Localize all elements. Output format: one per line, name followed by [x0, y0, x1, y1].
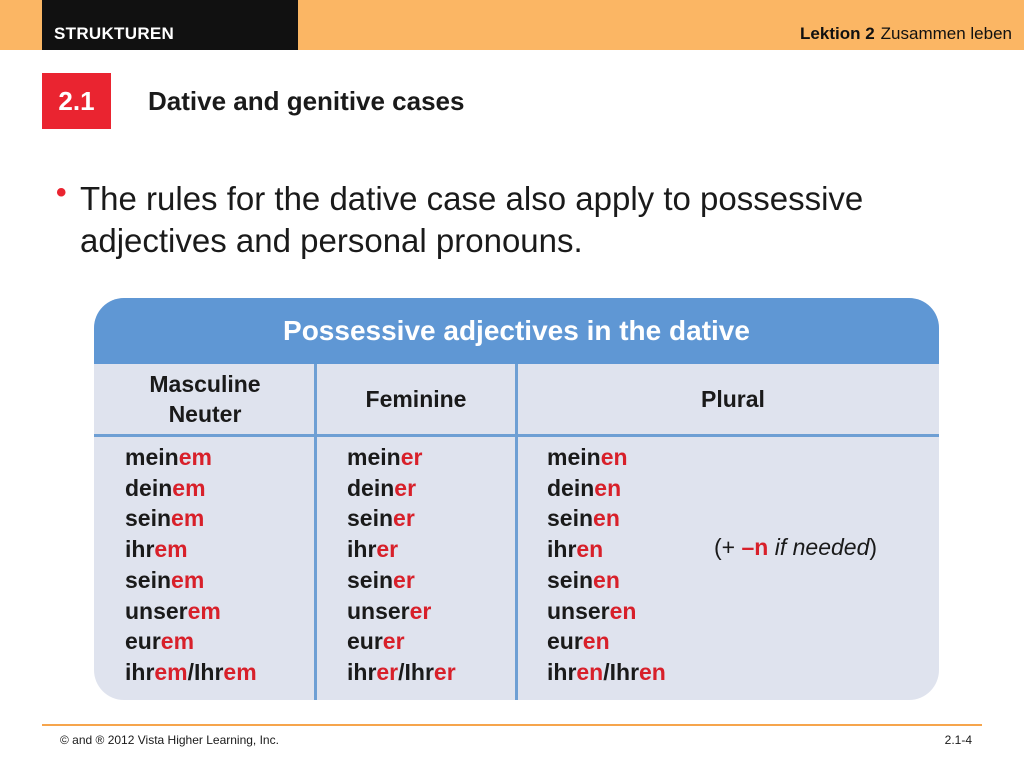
word-stem: ihr [347, 536, 377, 563]
bullet-icon: • [56, 176, 67, 209]
word-stem: eur [125, 628, 161, 655]
section-number-badge: 2.1 [42, 73, 111, 129]
word-stem: sein [347, 505, 394, 532]
table-cell [125, 503, 257, 534]
table-cell [125, 596, 257, 627]
table-cell [125, 626, 257, 657]
section-banner [42, 0, 298, 50]
column-header-line: Neuter [168, 401, 242, 427]
table-cell [347, 626, 456, 657]
word-stem: /Ihr [603, 658, 640, 685]
table-cell [547, 473, 666, 504]
word-ending: er [376, 658, 399, 685]
column-header-line: Masculine [149, 371, 261, 397]
word-stem: dein [125, 474, 173, 501]
word-stem: /Ihr [187, 658, 224, 685]
word-ending: er [409, 597, 432, 624]
word-ending: em [171, 566, 205, 593]
word-ending: en [600, 444, 628, 470]
note-text: if needed [768, 534, 870, 560]
word-ending: er [376, 536, 399, 563]
word-ending: er [400, 444, 423, 470]
table-title: Possessive adjectives in the dative [94, 298, 939, 364]
word-ending: er [393, 566, 415, 593]
plural-note: (+ –n if needed) [714, 534, 878, 560]
table-cell [347, 657, 456, 688]
word-stem: sein [547, 566, 594, 593]
word-stem: dein [347, 474, 395, 501]
table-cell [347, 442, 456, 473]
table-cell [547, 626, 666, 657]
section-title: Dative and genitive cases [148, 86, 465, 116]
feminine-column [347, 442, 456, 688]
word-ending: em [171, 505, 205, 532]
dative-table-card [94, 298, 939, 700]
page-number: 2.1-4 [944, 733, 972, 747]
word-stem: mein [125, 444, 179, 470]
table-cell [547, 657, 666, 688]
word-ending: em [154, 658, 188, 685]
table-cell [547, 596, 666, 627]
word-stem: ihr [125, 658, 155, 685]
word-ending: em [223, 658, 257, 685]
word-stem: ihr [125, 536, 155, 563]
lesson-number: Lektion 2 [800, 24, 875, 43]
word-ending: er [382, 628, 405, 655]
column-divider [314, 364, 317, 700]
bullet-text: The rules for the dative case also apply to possessive adjectives and personal pronouns. [80, 180, 864, 259]
word-stem: unser [347, 597, 410, 624]
word-stem: ihr [547, 658, 577, 685]
copyright-notice: © and ® 2012 Vista Higher Learning, Inc. [60, 733, 279, 747]
word-ending: er [394, 474, 417, 501]
word-stem: sein [125, 566, 172, 593]
word-ending: em [178, 444, 212, 470]
word-ending: en [593, 505, 620, 532]
word-stem: sein [125, 505, 172, 532]
column-header-plural: Plural [701, 386, 765, 412]
word-stem: /Ihr [398, 658, 434, 685]
word-ending: em [154, 536, 188, 563]
header-divider [94, 434, 939, 437]
plural-column [547, 442, 666, 688]
word-ending: em [187, 597, 221, 624]
word-stem: eur [547, 628, 583, 655]
word-ending: en [594, 474, 622, 501]
section-label: STRUKTUREN [54, 24, 175, 43]
lesson-title: Zusammen leben [880, 24, 1012, 43]
word-stem: unser [125, 597, 188, 624]
column-divider [515, 364, 518, 700]
word-stem: sein [547, 505, 594, 532]
table-cell [347, 565, 456, 596]
word-ending: en [582, 628, 610, 655]
word-ending: em [172, 474, 206, 501]
word-ending: em [160, 628, 195, 655]
word-stem: mein [347, 444, 401, 470]
word-stem: ihr [347, 658, 377, 685]
table-cell [347, 473, 456, 504]
column-header-masculine-neuter [94, 364, 316, 434]
table-cell [125, 565, 257, 596]
table-cell [347, 503, 456, 534]
table-cell [547, 503, 666, 534]
column-header-feminine: Feminine [365, 386, 467, 412]
table-cell [125, 442, 257, 473]
table-cell [125, 473, 257, 504]
word-stem: ihr [547, 536, 577, 563]
table-cell [547, 442, 666, 473]
table-cell [547, 565, 666, 596]
word-ending: en [576, 536, 604, 563]
top-banner [0, 0, 1024, 50]
table-cell [125, 534, 257, 565]
word-stem: mein [547, 444, 601, 470]
masculine-neuter-column [125, 442, 257, 688]
lesson-heading [800, 24, 1012, 44]
word-stem: dein [547, 474, 595, 501]
note-ending: –n [741, 534, 769, 560]
table-cell [347, 596, 456, 627]
table-cell [547, 534, 666, 565]
word-ending: er [393, 505, 415, 532]
word-stem: sein [347, 566, 394, 593]
word-stem: eur [347, 628, 383, 655]
table-cell [347, 534, 456, 565]
word-ending: en [609, 597, 637, 624]
footer-rule [42, 724, 982, 726]
word-stem: unser [547, 597, 610, 624]
word-ending: er [433, 658, 456, 685]
word-ending: en [593, 566, 620, 593]
word-ending: en [639, 658, 666, 685]
table-cell [125, 657, 257, 688]
word-ending: en [576, 658, 604, 685]
